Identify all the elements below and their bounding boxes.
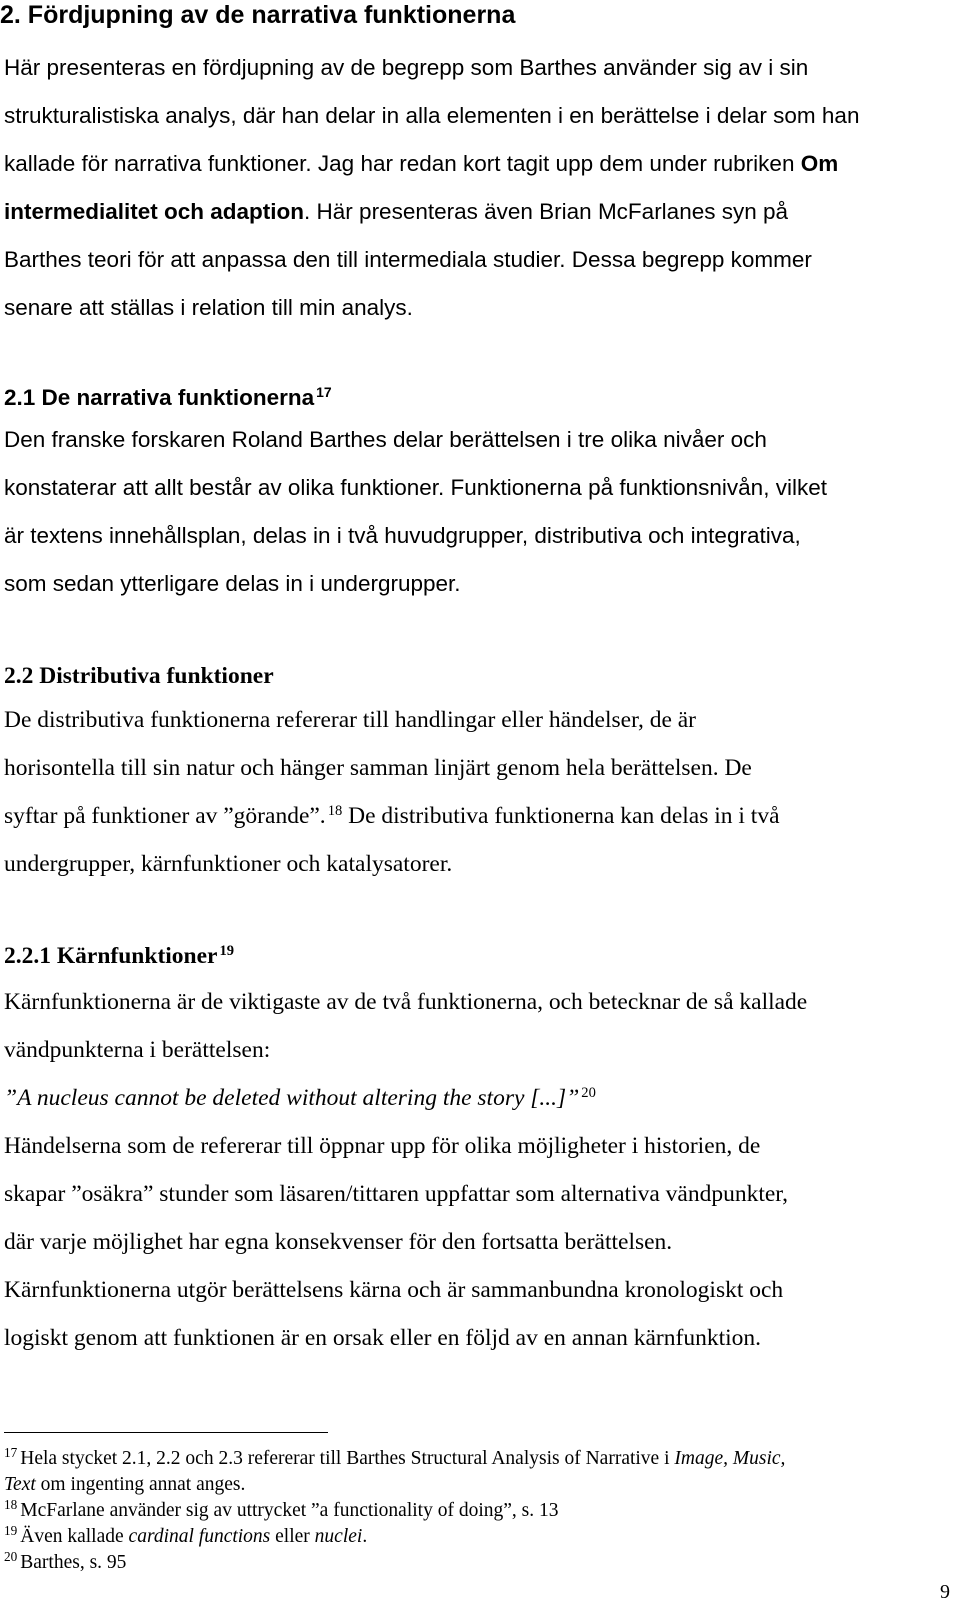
footnotes [4, 1446, 946, 1576]
footnote-italic: Text [4, 1474, 36, 1495]
page-number: 9 [940, 1581, 950, 1603]
text-line: horisontella till sin natur och hänger samman linjärt genom hela berättelsen. De [4, 755, 752, 781]
footnote-italic: Image, Music, [674, 1448, 786, 1469]
text-line: senare att ställas i relation till min analys. [4, 295, 413, 320]
text-line: Barthes teori för att anpassa den till intermediala studier. Dessa begrepp kommer [4, 247, 812, 272]
footnote-ref: 18 [327, 803, 343, 819]
footnote-text: . [362, 1526, 368, 1547]
section-2-1-paragraph [4, 416, 946, 608]
text-line: där varje möjlighet har egna konsekvenser för den fortsatta berättelsen. [4, 1229, 673, 1255]
text-line: skapar ”osäkra” stunder som läsaren/tittaren uppfattar som alternativa vändpunkter, [4, 1181, 789, 1207]
footnote-20 [4, 1550, 946, 1576]
text-line: strukturalistiska analys, där han delar in alla elementen i en berättelse i delar som han [4, 103, 860, 128]
footnote-ref: 19 [219, 943, 235, 959]
block-quote [4, 1074, 946, 1122]
footnote-number: 19 [4, 1523, 18, 1539]
text-line: som sedan ytterligare delas in i undergrupper. [4, 571, 461, 596]
footnote-italic: cardinal functions [128, 1526, 271, 1547]
footnote-number: 18 [4, 1497, 18, 1513]
bold-heading-reference: intermedialitet och adaption [4, 199, 305, 224]
intro-paragraph [4, 44, 946, 332]
text-line: Kärnfunktionerna är de viktigaste av de två funktionerna, och betecknar de så kallade [4, 989, 808, 1015]
footnote-ref: 17 [316, 384, 332, 401]
footnote-text: eller [270, 1526, 315, 1547]
footnote-separator [4, 1432, 328, 1433]
text-run: De distributiva funktionerna kan delas in i två [342, 803, 780, 829]
text-run: . Här presenteras även Brian McFarlanes syn på [304, 199, 789, 224]
text-line: konstaterar att allt består av olika funktioner. Funktionerna på funktionsnivån, vilket [4, 475, 827, 500]
footnote-18 [4, 1498, 946, 1524]
text-line: Här presenteras en fördjupning av de begrepp som Barthes använder sig av i sin [4, 55, 809, 80]
footnote-text: Även kallade [20, 1526, 129, 1547]
footnote-number: 17 [4, 1445, 18, 1461]
footnote-italic: nuclei [314, 1526, 363, 1547]
text-line [4, 188, 946, 236]
bold-heading-reference: Om [800, 151, 839, 176]
text-line: är textens innehållsplan, delas in i två huvudgrupper, distributiva och integrativa, [4, 523, 801, 548]
text-run: kallade för narrativa funktioner. Jag har redan kort tagit upp dem under rubriken [4, 151, 801, 176]
section-title: 2.2.1 Kärnfunktioner [4, 943, 218, 969]
footnote-ref: 20 [581, 1085, 596, 1101]
text-line: logiskt genom att funktionen är en orsak eller en följd av en annan kärnfunktion. [4, 1325, 762, 1351]
section-title: 2.1 De narrativa funktionerna [4, 385, 315, 410]
section-heading-2-2-1 [4, 941, 946, 971]
text-run: syftar på funktioner av ”görande”. [4, 803, 326, 829]
footnote-number: 20 [4, 1549, 18, 1565]
section-2-2-paragraph [4, 696, 946, 888]
section-heading-2-2: 2.2 Distributiva funktioner [4, 663, 274, 689]
text-line: undergrupper, kärnfunktioner och katalysatorer. [4, 851, 453, 877]
footnote-17 [4, 1446, 946, 1498]
footnote-text: om ingenting annat anges. [35, 1474, 246, 1495]
text-line: Den franske forskaren Roland Barthes delar berättelsen i tre olika nivåer och [4, 427, 767, 452]
text-line: Händelserna som de refererar till öppnar upp för olika möjligheter i historien, de [4, 1133, 761, 1159]
section-heading-2-1 [4, 383, 946, 413]
text-line [4, 140, 946, 188]
text-line [4, 792, 946, 840]
section-2-2-1-paragraph [4, 978, 946, 1362]
quote-text: ”A nucleus cannot be deleted without altering the story [...]” [4, 1085, 580, 1111]
footnote-text: Barthes, s. 95 [20, 1552, 127, 1573]
footnote-text: Hela stycket 2.1, 2.2 och 2.3 refererar till Barthes Structural Analysis of Narrative i [20, 1448, 675, 1469]
chapter-heading: 2. Fördjupning av de narrativa funktionerna [0, 1, 516, 29]
text-line: De distributiva funktionerna refererar till handlingar eller händelser, de är [4, 707, 697, 733]
text-line: vändpunkterna i berättelsen: [4, 1037, 271, 1063]
footnote-text: McFarlane använder sig av uttrycket ”a functionality of doing”, s. 13 [20, 1500, 559, 1521]
footnote-19 [4, 1524, 946, 1550]
text-line: Kärnfunktionerna utgör berättelsens kärna och är sammanbundna kronologiskt och [4, 1277, 784, 1303]
